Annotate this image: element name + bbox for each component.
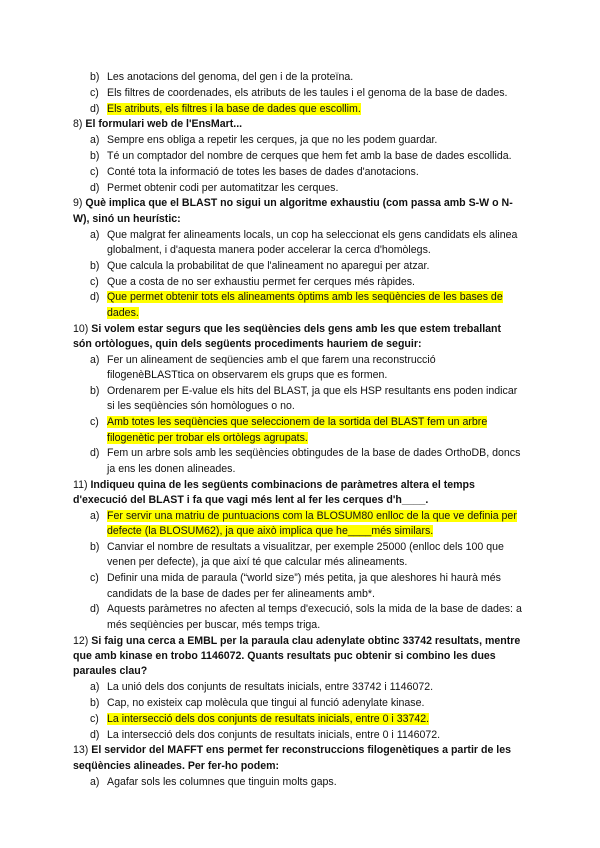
answer-option [0, 86, 600, 101]
answer-text: Amb totes les seqüències que seleccionem de la sortida del BLAST fem un arbre filogenètic per trobar els ortòlegs agrupats. [107, 416, 488, 444]
answer-text: Definir una mida de paraula (“world size”) més petita, ja que aleshores hi haurà més candidats de la base de dades per fer alineaments amb*. [107, 572, 501, 600]
question [0, 743, 600, 774]
answer-text: Fem un arbre sols amb les seqüències obtingudes de la base de dades OrthoDB, doncs ja ens les donen alineades. [107, 447, 521, 475]
answer-text: Les anotacions del genoma, del gen i de la proteïna. [107, 71, 354, 83]
answer-letter: c) [90, 275, 99, 288]
question-number: 9) [73, 197, 83, 210]
question-number: 13) [73, 744, 89, 757]
answer-option [0, 353, 600, 384]
answer-text: Que calcula la probabilitat de que l'alineament no aparegui per atzar. [107, 259, 430, 272]
answer-text: Canviar el nombre de resultats a visualitzar, per exemple 25000 (enlloc dels 100 que venen per defecte), ja que així té que calcular més alineaments. [107, 541, 504, 569]
answer-option [0, 696, 600, 711]
answer-option-highlighted [0, 712, 600, 727]
answer-letter: d) [90, 291, 100, 304]
answer-letter: b) [90, 71, 100, 83]
answer-letter: b) [90, 541, 100, 553]
answer-letter: a) [90, 509, 100, 522]
question-number: 11) [73, 478, 88, 491]
question-text: El formulari web de l'EnsMart... [85, 118, 243, 131]
answer-text: Té un comptador del nombre de cerques que hem fet amb la base de dades escollida. [107, 149, 512, 162]
answer-option [0, 384, 600, 415]
answer-option [0, 165, 600, 180]
answer-option-highlighted [0, 415, 600, 446]
answer-letter: c) [90, 86, 99, 99]
answer-option-highlighted [0, 509, 600, 540]
answer-text: La unió dels dos conjunts de resultats inicials, entre 33742 i 1146072. [107, 681, 434, 694]
answer-letter: b) [90, 384, 100, 397]
answer-text: Els atributs, els filtres i la base de dades que escollim. [107, 102, 361, 115]
answer-letter: a) [90, 353, 100, 366]
answer-option [0, 228, 600, 259]
answer-letter: c) [90, 712, 99, 725]
answer-text: Fer servir una matriu de puntuacions com la BLOSUM80 enlloc de la que ve definia per defecte (la BLOSUM62), ja que això implica que he____més similars. [107, 509, 517, 538]
question-text: Si faig una cerca a EMBL per la paraula clau adenylate obtinc 33742 resultats, mentre que amb kinase en trobo 1146072. Quants resultats puc obtenir si combino les dues paraules clau? [73, 634, 521, 678]
answer-option [0, 275, 600, 290]
answer-text: Que a costa de no ser exhaustiu permet fer cerques més ràpides. [107, 275, 415, 288]
answer-option-highlighted [0, 290, 600, 321]
answer-letter: b) [90, 697, 100, 710]
answer-option [0, 728, 600, 743]
answer-letter: d) [90, 102, 100, 115]
answer-letter: a) [90, 775, 100, 788]
answer-option [0, 181, 600, 196]
question [0, 196, 600, 227]
answer-option [0, 259, 600, 274]
question [0, 478, 600, 509]
answer-letter: a) [90, 681, 100, 694]
answer-option [0, 540, 600, 571]
question-text: Si volem estar segurs que les seqüències dels gens amb les que estem treballant són ortòlogues, quin dels següents procediments hauriem de seguir: [73, 322, 502, 350]
answer-text: La intersecció dels dos conjunts de resultats inicials, entre 0 i 33742. [107, 712, 430, 725]
answer-letter: c) [90, 572, 99, 585]
answer-letter: a) [90, 228, 100, 241]
question-text: El servidor del MAFFT ens permet fer reconstruccions filogenètiques a partir de les seqüències alineades. Per fer-ho podem: [73, 744, 512, 772]
question-number: 12) [73, 634, 89, 647]
answer-option [0, 775, 600, 790]
answer-option [0, 446, 600, 477]
answer-letter: c) [90, 165, 99, 178]
answer-option [0, 571, 600, 602]
question [0, 322, 600, 353]
question-number: 10) [73, 322, 89, 335]
answer-letter: b) [90, 259, 100, 272]
answer-option [0, 133, 600, 148]
answer-text: Que malgrat fer alineaments locals, un cop ha seleccionat els gens candidats els alinea globalment, i d'aquesta manera poder accelerar la cerca d'homòlegs. [107, 228, 518, 256]
answer-option [0, 680, 600, 695]
answer-text: Conté tota la informació de totes les bases de dades d'anotacions. [107, 165, 419, 178]
answer-text: La intersecció dels dos conjunts de resultats inicials, entre 0 i 1146072. [107, 728, 441, 741]
answer-text: Agafar sols les columnes que tinguin molts gaps. [107, 775, 337, 788]
answer-letter: a) [90, 134, 100, 147]
answer-letter: d) [90, 728, 100, 741]
question-text: Indiqueu quina de les següents combinacions de paràmetres altera el temps d'execució del BLAST i fa que vagi més lent al fer les cerques d'h____. [73, 478, 475, 506]
question-text: Què implica que el BLAST no sigui un algoritme exhaustiu (com passa amb S-W o N-W), sinó un heurístic: [73, 197, 513, 225]
answer-option [0, 602, 600, 633]
exam-content [0, 70, 600, 790]
answer-text: Que permet obtenir tots els alineaments òptims amb les seqüències de les bases de dades. [107, 291, 503, 319]
answer-text: Permet obtenir codi per automatitzar les cerques. [107, 181, 339, 194]
answer-option-highlighted [0, 102, 600, 117]
answer-option [0, 70, 600, 85]
question [0, 634, 600, 680]
answer-letter: b) [90, 149, 100, 162]
answer-text: Fer un alineament de seqüencies amb el que farem una reconstrucció filogenèBLASTtica on observarem els grups que es formen. [107, 353, 436, 382]
answer-letter: d) [90, 447, 100, 460]
answer-text: Sempre ens obliga a repetir les cerques, ja que no les podem guardar. [107, 134, 438, 147]
answer-text: Ordenarem per E-value els hits del BLAST, ja que els HSP resultants ens poden indicar si les seqüències són homòlogues o no. [107, 384, 518, 413]
answer-text: Els filtres de coordenades, els atributs de les taules i el genoma de la base de dades. [107, 86, 508, 99]
answer-letter: d) [90, 603, 100, 616]
answer-text: Aquests paràmetres no afecten al temps d'execució, sols la mida de la base de dades: a més seqüències per buscar, més temps triga. [107, 603, 522, 631]
answer-text: Cap, no existeix cap molècula que tingui al funció adenylate kinase. [107, 697, 425, 710]
answer-letter: d) [90, 181, 100, 194]
question-number: 8) [73, 118, 83, 131]
answer-option [0, 149, 600, 164]
answer-letter: c) [90, 416, 99, 429]
question [0, 117, 600, 132]
